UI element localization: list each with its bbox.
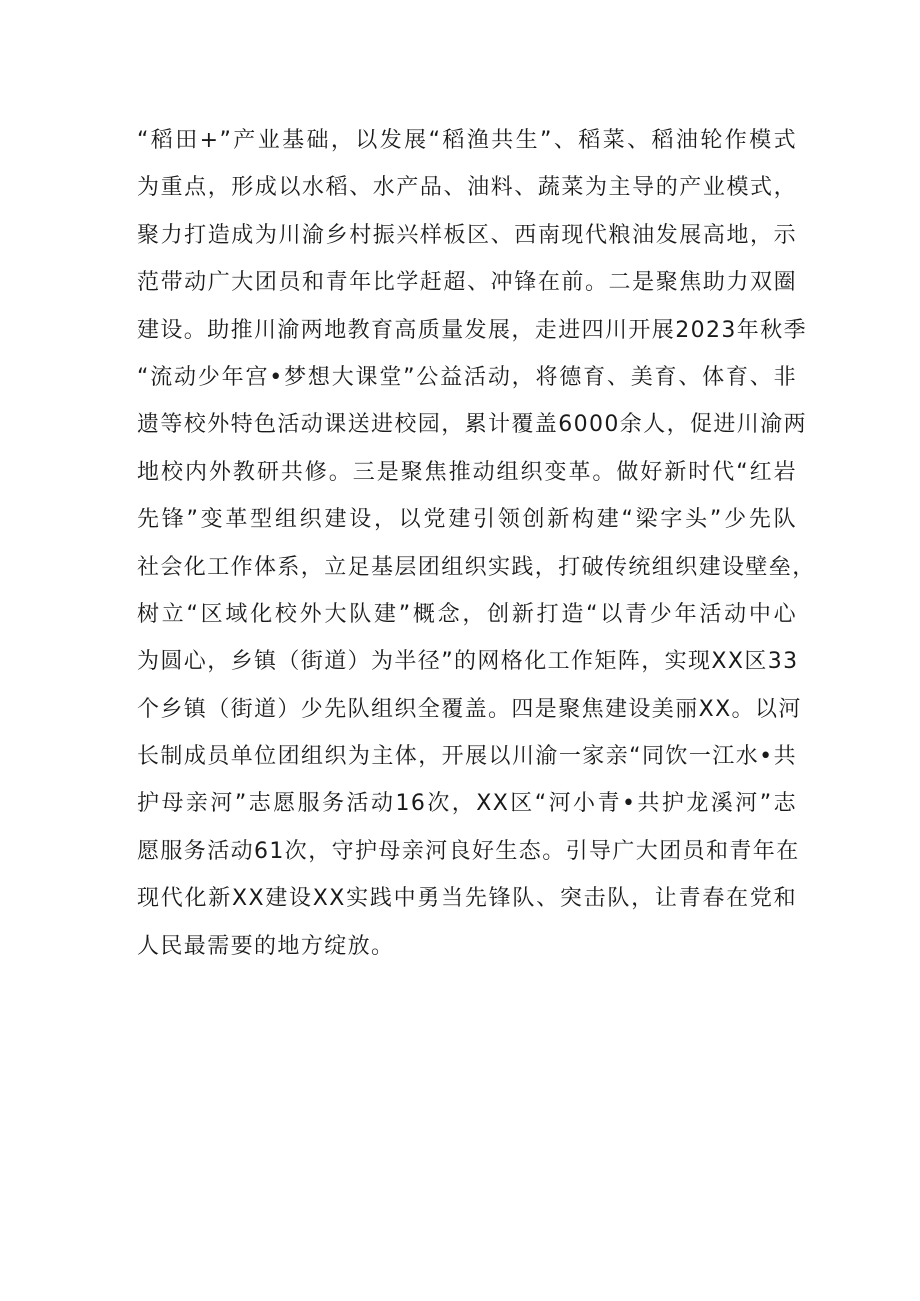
paragraph-line: “流动少年宫•梦想大课堂”公益活动，将德育、美育、体育、非 — [137, 364, 797, 390]
paragraph-line: 愿服务活动61次，守护母亲河良好生态。引导广大团员和青年在 — [137, 838, 800, 864]
paragraph-line: 聚力打造成为川渝乡村振兴样板区、西南现代粮油发展高地，示 — [137, 222, 797, 248]
paragraph-line: 长制成员单位团组织为主体，开展以川渝一家亲“同饮一江水•共 — [137, 744, 797, 770]
paragraph-line: 范带动广大团员和青年比学赶超、冲锋在前。二是聚焦助力双圈 — [137, 270, 797, 296]
paragraph-line: 护母亲河”志愿服务活动16次，XX区“河小青•共护龙溪河”志 — [137, 791, 797, 817]
paragraph-line: 遗等校外特色活动课送进校园，累计覆盖6000余人，促进川渝两 — [137, 412, 807, 438]
paragraph-line: 建设。助推川渝两地教育高质量发展，走进四川开展2023年秋季 — [137, 317, 807, 343]
paragraph-line: 为圆心，乡镇（街道）为半径”的网格化工作矩阵，实现XX区33 — [137, 649, 799, 675]
paragraph-line: 个乡镇（街道）少先队组织全覆盖。四是聚焦建设美丽XX。以河 — [137, 696, 802, 722]
paragraph-line: 社会化工作体系，立足基层团组织实践，打破传统组织建设壁垒， — [137, 554, 816, 580]
paragraph-line: 现代化新XX建设XX实践中勇当先锋队、突击队，让青春在党和 — [137, 886, 797, 912]
paragraph-line: 人民最需要的地方绽放。 — [137, 933, 395, 959]
paragraph-line: 地校内外教研共修。三是聚焦推动组织变革。做好新时代“红岩 — [137, 459, 797, 485]
paragraph-line: 树立“区域化校外大队建”概念，创新打造“以青少年活动中心 — [137, 601, 797, 627]
paragraph-line: 先锋”变革型组织建设，以党建引领创新构建“梁字头”少先队 — [137, 507, 797, 533]
body-paragraph — [137, 117, 816, 970]
paragraph-line: 为重点，形成以水稻、水产品、油料、蔬菜为主导的产业模式， — [137, 175, 797, 201]
paragraph-line: “稻田+”产业基础，以发展“稻渔共生”、稻菜、稻油轮作模式 — [137, 128, 797, 153]
